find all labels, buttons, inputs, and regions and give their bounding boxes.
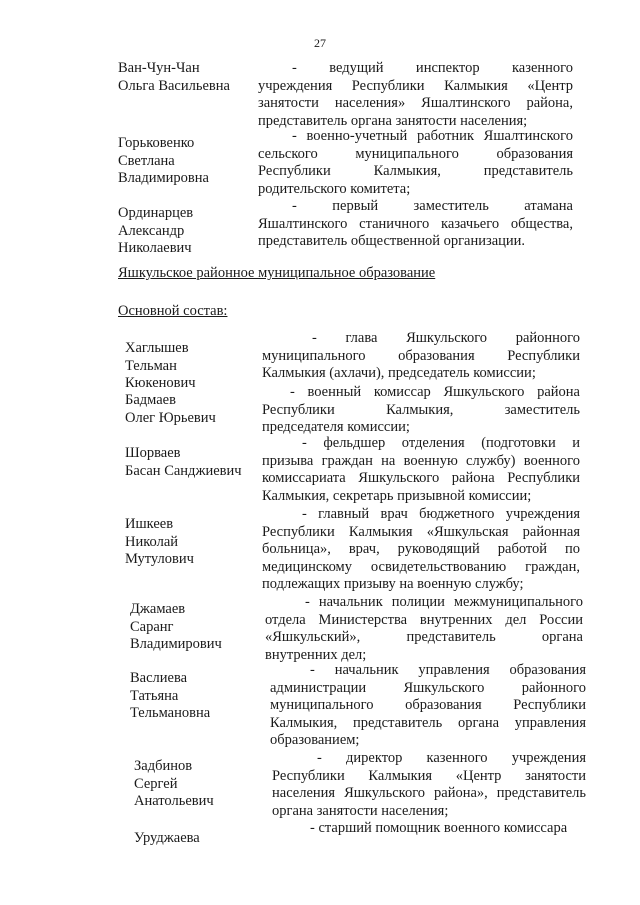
role-line: Республики Калмыкия, заместитель — [262, 401, 580, 418]
role-line: родительского комитета; — [258, 180, 411, 197]
member-role — [270, 662, 586, 750]
section-heading: Яшкульское районное муниципальное образование — [118, 265, 436, 281]
member-name — [134, 830, 200, 848]
name-line: Николай — [125, 533, 179, 550]
name-line: Шорваев — [125, 445, 181, 461]
name-line: Джамаев — [130, 601, 186, 617]
role-line: внутренних дел; — [265, 646, 367, 663]
name-line: Басан Санджиевич — [125, 462, 242, 479]
role-line: Республики Калмыкия, представитель — [258, 163, 573, 179]
member-role — [265, 594, 583, 664]
role-line: муниципального образования Республики — [270, 697, 586, 713]
role-line: сельского муниципального образования — [258, 145, 573, 162]
name-line: Владимировна — [118, 170, 209, 186]
name-line: Анатольевич — [134, 793, 214, 809]
role-line: занятости населения» Яшалтинского района, — [258, 95, 573, 111]
role-line: администрации Яшкульского районного — [270, 679, 586, 696]
member-name — [118, 135, 209, 188]
role-line: населения Яшкульского района», представитель — [272, 785, 586, 801]
role-line: подлежащих призыву на военную службу; — [262, 576, 524, 592]
role-line: Калмыкия (ахлачи), председатель комиссии; — [262, 365, 536, 381]
member-name — [125, 340, 196, 393]
role-line: Республики Калмыкия «Центр занятости — [272, 767, 586, 784]
subheading: Основной состав: — [118, 303, 228, 319]
name-line: Светлана — [118, 152, 175, 169]
member-name — [118, 205, 193, 258]
role-line: комиссариата Яшкульского района Республики — [262, 470, 580, 486]
member-name — [125, 445, 242, 480]
name-line: Мутулович — [125, 551, 194, 567]
role-line: представитель органа занятости населения; — [258, 112, 528, 129]
role-line: - директор казенного учреждения — [317, 750, 586, 766]
member-role — [262, 384, 580, 437]
name-line: Уруджаева — [134, 830, 200, 846]
role-line: - фельдшер отделения (подготовки и — [302, 435, 580, 451]
member-role — [262, 506, 580, 594]
member-role — [272, 750, 586, 820]
name-line: Горьковенко — [118, 135, 195, 151]
role-line: - старший помощник военного комиссара — [310, 820, 568, 836]
role-line: Калмыкия, секретарь призывной комиссии; — [262, 487, 532, 504]
name-line: Васлиева — [130, 670, 188, 686]
name-line: Александр — [118, 222, 185, 239]
name-line: Бадмаев — [125, 392, 176, 408]
member-role — [258, 198, 573, 251]
name-line: Саранг — [130, 618, 174, 635]
member-role — [258, 128, 573, 198]
name-line: Ординарцев — [118, 205, 194, 221]
role-line: больница», врач, руководящий работой по — [262, 541, 580, 557]
role-line: Республики Калмыкия «Яшкульская районная — [262, 523, 580, 540]
member-name — [118, 60, 230, 95]
role-line: отдела Министерства внутренних дел России — [265, 611, 583, 628]
member-role — [272, 820, 586, 838]
role-line: учреждения Республики Калмыкия «Центр — [258, 77, 573, 94]
name-line: Тельман — [125, 357, 177, 374]
name-line: Николаевич — [118, 240, 192, 256]
name-line: Владимирович — [130, 636, 222, 652]
role-line: - глава Яшкульского районного — [312, 330, 580, 346]
name-line: Татьяна — [130, 687, 179, 704]
name-line: Олег Юрьевич — [125, 409, 216, 426]
name-line: Задбинов — [134, 758, 193, 774]
role-line: призыва граждан на военную службу) военного — [262, 452, 580, 469]
role-line: - военный комиссар Яшкульского района — [290, 384, 580, 400]
role-line: - ведущий инспектор казенного — [292, 60, 573, 76]
name-line: Хаглышев — [125, 340, 189, 356]
member-name — [125, 392, 216, 427]
role-line: представитель общественной организации. — [258, 233, 526, 249]
name-line: Ольга Васильевна — [118, 77, 230, 94]
name-line: Сергей — [134, 775, 178, 792]
member-name — [125, 516, 194, 569]
role-line: Яшалтинского станичного казачьего общества, — [258, 215, 573, 232]
member-name — [134, 758, 214, 811]
role-line: муниципального образования Республики — [262, 347, 580, 364]
member-role — [262, 330, 580, 383]
role-line: - военно-учетный работник Яшалтинского — [292, 128, 573, 144]
role-line: - первый заместитель атамана — [292, 198, 573, 214]
role-line: - начальник полиции межмуниципального — [305, 594, 583, 610]
member-role — [262, 435, 580, 505]
member-name — [130, 601, 222, 654]
page-number: 27 — [314, 36, 326, 50]
member-name — [130, 670, 210, 723]
role-line: «Яшкульский», представитель органа — [265, 629, 583, 645]
role-line: медицинскому освидетельствованию граждан, — [262, 558, 580, 575]
role-line: Калмыкия, представитель органа управления — [270, 714, 586, 731]
role-line: - главный врач бюджетного учреждения — [302, 506, 580, 522]
name-line: Ван-Чун-Чан — [118, 60, 200, 76]
role-line: образованием; — [270, 732, 360, 748]
role-line: органа занятости населения; — [272, 802, 449, 819]
member-role — [258, 60, 573, 130]
name-line: Ишкеев — [125, 516, 174, 532]
role-line: - начальник управления образования — [310, 662, 586, 678]
name-line: Тельмановна — [130, 705, 211, 721]
name-line: Кюкенович — [125, 375, 196, 391]
role-line: председателя комиссии; — [262, 419, 410, 435]
